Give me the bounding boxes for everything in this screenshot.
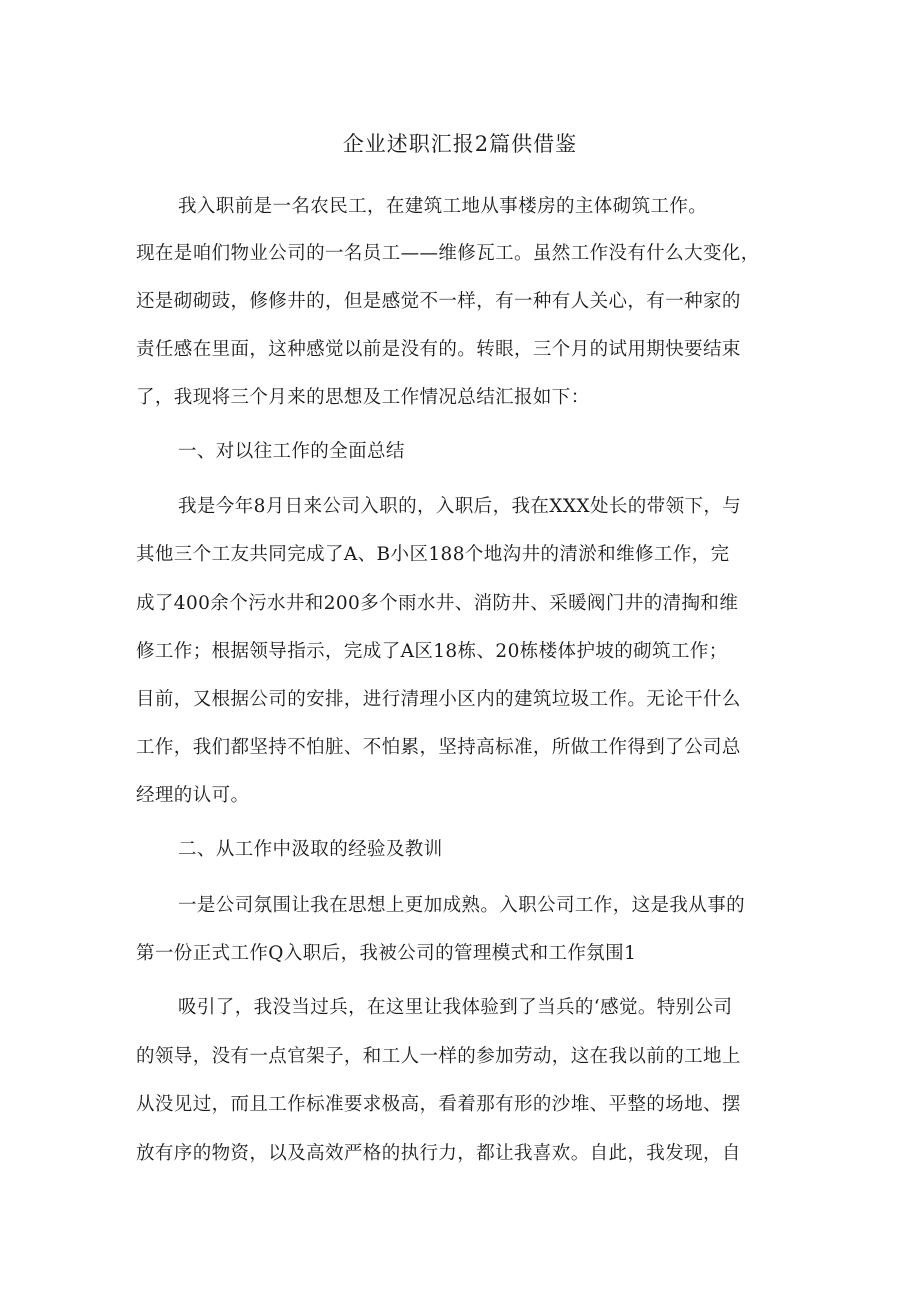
paragraph-line: 经理的认可。 <box>136 785 250 806</box>
paragraph-line: 了，我现将三个月来的思想及工作情况总结汇报如下： <box>136 387 590 408</box>
paragraph-line: 现在是咱们物业公司的一名员工——维修瓦工。虽然工作没有什么大变化， <box>136 243 760 264</box>
paragraph-line: 其他三个工友共同完成了A、B小区188个地沟井的清淤和维修工作，完 <box>136 544 730 565</box>
paragraph-line: 一是公司氛围让我在思想上更加成熟。入职公司工作，这是我从事的 <box>178 895 746 916</box>
section-heading: 二、从工作中汲取的经验及教训 <box>178 839 443 860</box>
paragraph-line: 从没见过，而且工作标准要求极高，看着那有形的沙堆、平整的场地、摆 <box>136 1094 741 1115</box>
paragraph-line: 成了400余个污水井和200多个雨水井、消防井、采暖阀门井的清掏和维 <box>136 593 739 614</box>
paragraph-line: 的领导，没有一点官架子，和工人一样的参加劳动，这在我以前的工地上 <box>136 1046 741 1067</box>
paragraph-line: 我入职前是一名农民工，在建筑工地从事楼房的主体砌筑工作。 <box>178 196 708 217</box>
paragraph-line: 第一份正式工作Q入职后，我被公司的管理模式和工作氛围1 <box>136 943 637 964</box>
paragraph-line: 责任感在里面，这种感觉以前是没有的。转眼，三个月的试用期快要结束 <box>136 339 741 360</box>
paragraph-line: 修工作；根据领导指示，完成了A区18栋、20栋楼体护坡的砌筑工作； <box>136 641 728 662</box>
paragraph-line: 目前，又根据公司的安排，进行清理小区内的建筑垃圾工作。无论干什么 <box>136 689 741 710</box>
paragraph-line: 工作，我们都坚持不怕脏、不怕累，坚持高标准，所做工作得到了公司总 <box>136 737 741 758</box>
paragraph-line: 放有序的物资，以及高效严格的执行力，都让我喜欢。自此，我发现，自 <box>136 1143 741 1164</box>
section-heading: 一、对以往工作的全面总结 <box>178 441 405 462</box>
paragraph-line: 吸引了，我没当过兵，在这里让我体验到了当兵的‘感觉。特别公司 <box>178 997 733 1018</box>
paragraph-line: 还是砌砌豉，修修井的，但是感觉不一样，有一种有人关心，有一种家的 <box>136 291 741 312</box>
paragraph-line: 我是今年8月日来公司入职的，入职后，我在XXX处长的带领下，与 <box>178 496 742 517</box>
document-title: 企业述职汇报2篇供借鉴 <box>342 132 578 156</box>
